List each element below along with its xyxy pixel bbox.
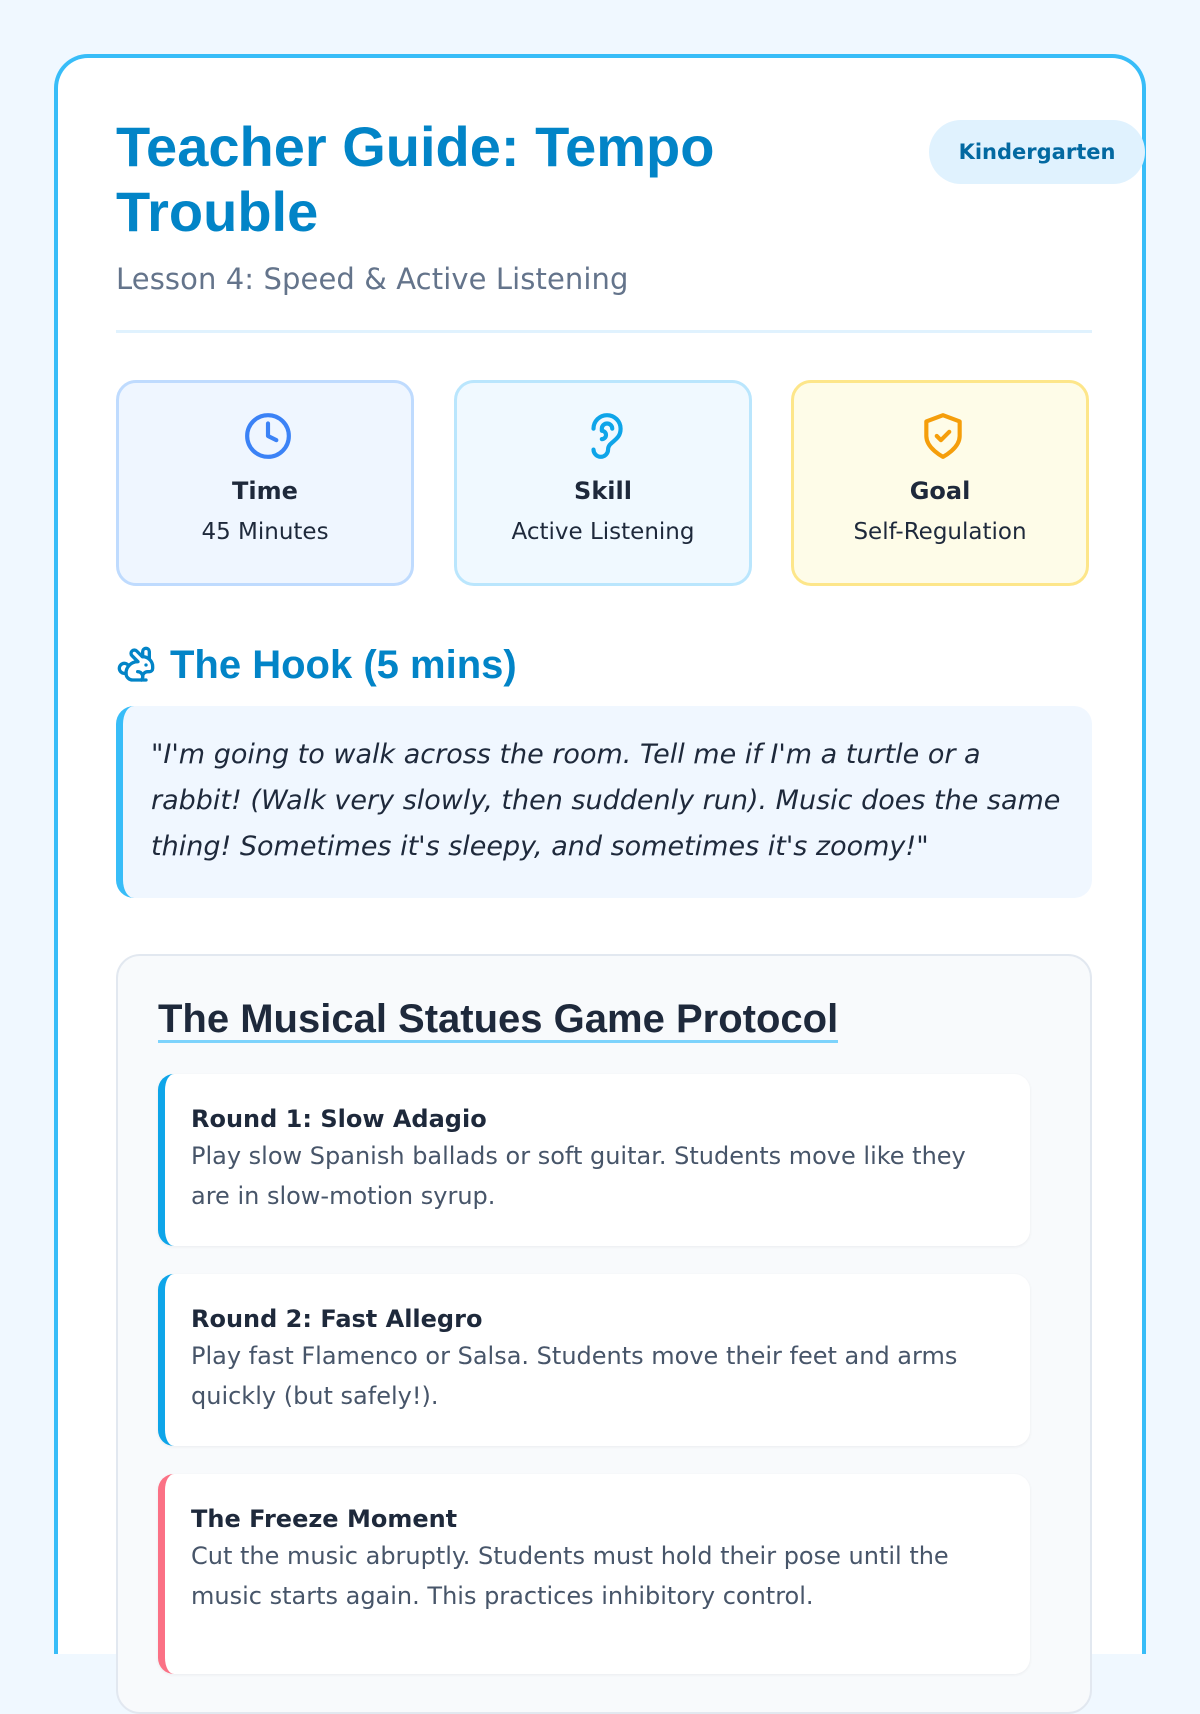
round-card-slow-adagio <box>158 1074 1030 1246</box>
ear-icon <box>581 411 631 461</box>
round-description: Play slow Spanish ballads or soft guitar. Students move like they are in slow-motion syrup. <box>191 1142 966 1210</box>
stat-label: Goal <box>909 477 971 505</box>
stat-value: Active Listening <box>511 519 695 545</box>
round-title: The Freeze Moment <box>191 1505 458 1533</box>
stat-label: Skill <box>574 477 632 505</box>
stat-label: Time <box>232 477 298 505</box>
stat-value: 45 Minutes <box>201 519 329 545</box>
round-title: Round 1: Slow Adagio <box>191 1105 487 1133</box>
round-description: Cut the music abruptly. Students must hold their pose until the music starts again. This practices inhibitory control. <box>191 1542 949 1610</box>
stats-row <box>116 380 1092 586</box>
lesson-card <box>54 54 1146 1654</box>
round-card-fast-allegro <box>158 1274 1030 1446</box>
stat-card-goal <box>791 380 1089 586</box>
hook-quote: "I'm going to walk across the room. Tell me if I'm a turtle or a rabbit! (Walk very slowly, then suddenly run). Music does the same thing! Sometimes it's sleepy, and sometimes it's zoomy!" <box>116 706 1092 898</box>
page-title: Teacher Guide: Tempo Trouble <box>116 115 715 243</box>
protocol-panel <box>116 954 1092 1714</box>
stat-card-skill <box>454 380 752 586</box>
clock-icon <box>243 411 293 461</box>
hook-heading <box>116 640 517 690</box>
round-description: Play fast Flamenco or Salsa. Students move their feet and arms quickly (but safely!). <box>191 1342 958 1410</box>
round-title: Round 2: Fast Allegro <box>191 1305 483 1333</box>
lesson-header <box>116 114 1116 296</box>
rabbit-icon <box>116 645 156 685</box>
protocol-title: The Musical Statues Game Protocol <box>158 997 839 1041</box>
lesson-subtitle: Lesson 4: Speed & Active Listening <box>116 262 629 296</box>
stat-card-time <box>116 380 414 586</box>
hook-title: The Hook (5 mins) <box>170 642 517 687</box>
round-card-freeze-moment <box>158 1474 1030 1674</box>
grade-badge: Kindergarten <box>929 120 1145 184</box>
header-divider <box>116 330 1092 333</box>
shield-check-icon <box>918 411 968 461</box>
stat-value: Self-Regulation <box>853 519 1027 545</box>
